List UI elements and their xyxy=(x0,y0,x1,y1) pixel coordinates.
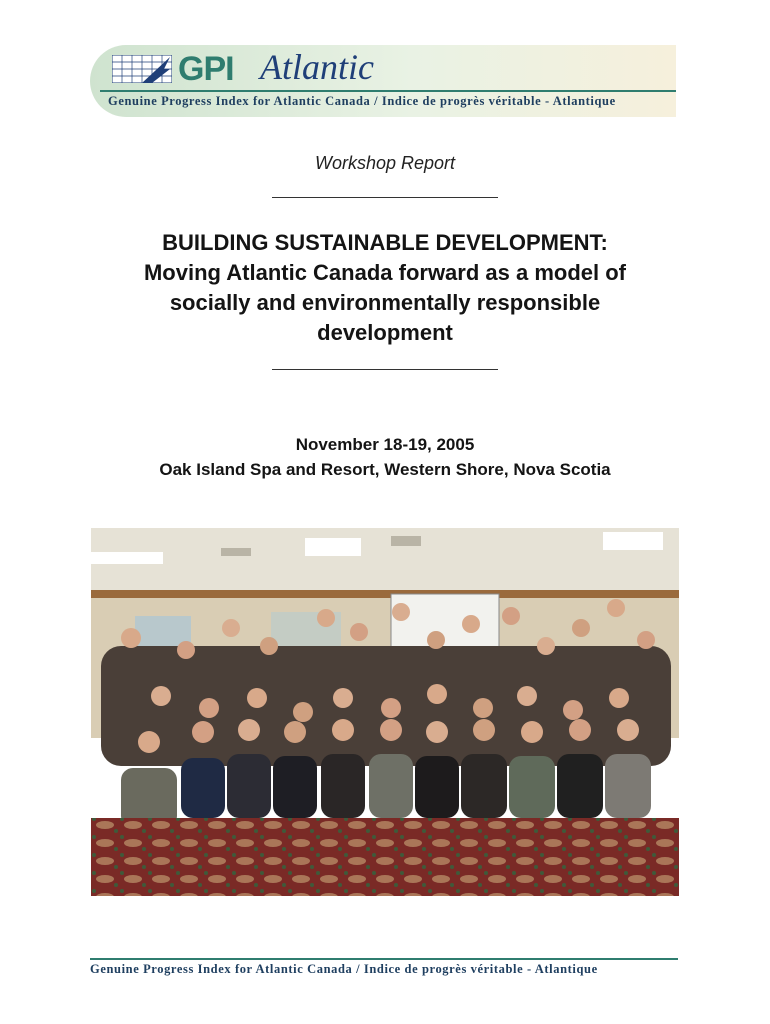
title-line-3: socially and environmentally responsible xyxy=(169,290,601,315)
report-type-label: Workshop Report xyxy=(314,153,456,173)
title-divider-bottom xyxy=(272,369,498,370)
header-tagline: Genuine Progress Index for Atlantic Canada / Indice de progrès véritable - Atlantique xyxy=(108,94,616,108)
title-line-1: BUILDING SUSTAINABLE DEVELOPMENT: xyxy=(162,230,608,255)
title-line-2: Moving Atlantic Canada forward as a model of xyxy=(143,260,627,285)
footer-divider xyxy=(90,958,678,960)
group-photo xyxy=(91,528,679,896)
event-details xyxy=(0,432,770,482)
title-divider-top xyxy=(272,197,498,198)
event-date: November 18-19, 2005 xyxy=(295,435,475,454)
footer-tagline: Genuine Progress Index for Atlantic Canada / Indice de progrès véritable - Atlantique xyxy=(90,962,598,976)
logo-atlantic-text: Atlantic xyxy=(260,47,374,87)
logo-gpi-text: GPI xyxy=(178,50,234,88)
report-title xyxy=(80,228,690,348)
gpi-logo-icon xyxy=(112,55,172,83)
banner-divider xyxy=(100,90,676,92)
header-banner xyxy=(90,45,676,117)
event-location: Oak Island Spa and Resort, Western Shore, Nova Scotia xyxy=(159,460,611,479)
title-line-4: development xyxy=(317,320,453,345)
